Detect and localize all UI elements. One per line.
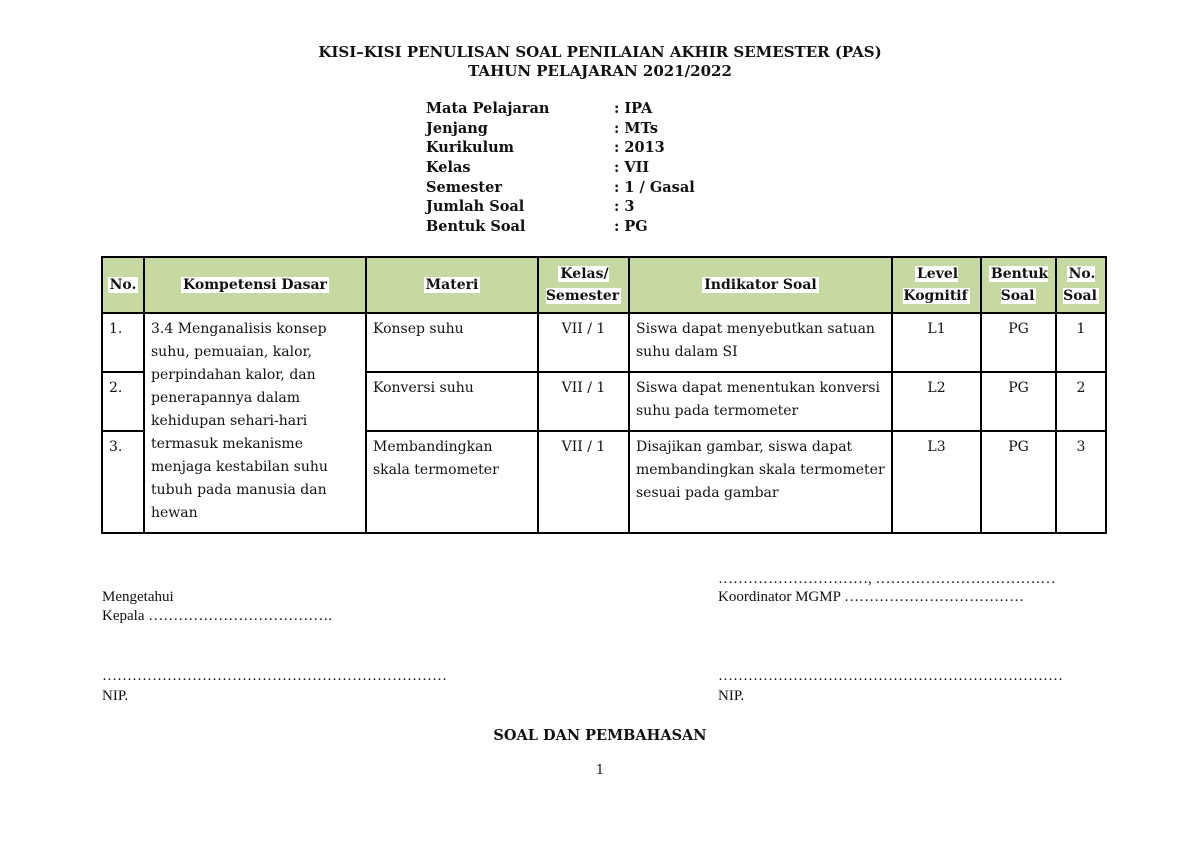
- meta-label: Semester: [426, 178, 502, 196]
- header-no: No.: [102, 257, 144, 313]
- cell-bentuk: PG: [981, 313, 1056, 372]
- document-subtitle: TAHUN PELAJARAN 2021/2022: [468, 62, 732, 80]
- cell-no: 2.: [102, 372, 144, 431]
- meta-row: [426, 100, 826, 120]
- document-title: KISI–KISI PENULISAN SOAL PENILAIAN AKHIR SEMESTER (PAS): [318, 43, 882, 61]
- cell-no: 1.: [102, 313, 144, 372]
- meta-value: : 1 / Gasal: [614, 178, 695, 196]
- kepala-signature-line: ……………………………………………………………: [102, 668, 447, 684]
- cell-level: L2: [892, 372, 981, 431]
- table-row: [102, 313, 1106, 372]
- meta-value: : IPA: [614, 100, 653, 117]
- meta-value: : VII: [614, 159, 650, 177]
- meta-label: Bentuk Soal: [426, 218, 526, 236]
- meta-row: [426, 139, 826, 159]
- cell-materi: Konsep suhu: [366, 313, 538, 372]
- cell-no-soal: 3: [1056, 431, 1106, 533]
- meta-info: [426, 100, 826, 238]
- meta-row: [426, 159, 826, 179]
- cell-indikator: Siswa dapat menyebutkan satuan suhu dalam SI: [629, 313, 892, 372]
- kisi-kisi-table: [101, 256, 1107, 534]
- page-number: 1: [595, 763, 605, 778]
- meta-row: [426, 120, 826, 140]
- meta-label: Jenjang: [426, 119, 488, 137]
- koordinator-nip: NIP.: [718, 688, 745, 704]
- kepala-label: Kepala ……………………………….: [102, 608, 332, 624]
- cell-indikator: Siswa dapat menentukan konversi suhu pada termometer: [629, 372, 892, 431]
- header-level-kognitif: Level Kognitif: [892, 257, 981, 313]
- cell-kompetensi-dasar: 3.4 Menganalisis konsep suhu, pemuaian, kalor, perpindahan kalor, dan penerapannya dalam kehidupan sehari-hari termasuk mekanisme menjaga kestabilan suhu tubuh pada manusia dan hewan: [144, 313, 366, 533]
- header-kelas-semester: Kelas/ Semester: [538, 257, 629, 313]
- kepala-nip: NIP.: [102, 688, 129, 704]
- meta-row: [426, 198, 826, 218]
- cell-indikator: Disajikan gambar, siswa dapat membandingkan skala termometer sesuai pada gambar: [629, 431, 892, 533]
- meta-row: [426, 218, 826, 238]
- meta-value: : 2013: [614, 139, 665, 157]
- meta-value: : PG: [614, 218, 648, 236]
- section-title: SOAL DAN PEMBAHASAN: [493, 727, 707, 744]
- mengetahui-label: Mengetahui: [102, 589, 174, 605]
- cell-kelas: VII / 1: [538, 431, 629, 533]
- cell-materi: Membandingkan skala termometer: [366, 431, 538, 533]
- cell-bentuk: PG: [981, 372, 1056, 431]
- cell-no-soal: 1: [1056, 313, 1106, 372]
- cell-level: L1: [892, 313, 981, 372]
- header-no-soal: No. Soal: [1056, 257, 1106, 313]
- meta-value: : MTs: [614, 119, 659, 137]
- meta-row: [426, 179, 826, 199]
- koordinator-label: Koordinator MGMP ………………………………: [718, 589, 1025, 605]
- meta-label: Jumlah Soal: [426, 198, 525, 216]
- header-bentuk-soal: Bentuk Soal: [981, 257, 1056, 313]
- header-indikator-soal: Indikator Soal: [629, 257, 892, 313]
- cell-bentuk: PG: [981, 431, 1056, 533]
- cell-kelas: VII / 1: [538, 313, 629, 372]
- cell-materi: Konversi suhu: [366, 372, 538, 431]
- meta-label: Kurikulum: [426, 139, 514, 157]
- header-kompetensi-dasar: Kompetensi Dasar: [144, 257, 366, 313]
- place-date-line: …………………………, ………………………………: [718, 571, 1056, 587]
- header-materi: Materi: [366, 257, 538, 313]
- cell-no: 3.: [102, 431, 144, 533]
- cell-kelas: VII / 1: [538, 372, 629, 431]
- cell-level: L3: [892, 431, 981, 533]
- meta-value: : 3: [614, 198, 635, 216]
- meta-label: Mata Pelajaran: [426, 100, 550, 117]
- koordinator-signature-line: ……………………………………………………………: [718, 668, 1063, 684]
- cell-no-soal: 2: [1056, 372, 1106, 431]
- meta-label: Kelas: [426, 159, 471, 177]
- table-header-row: [102, 257, 1106, 313]
